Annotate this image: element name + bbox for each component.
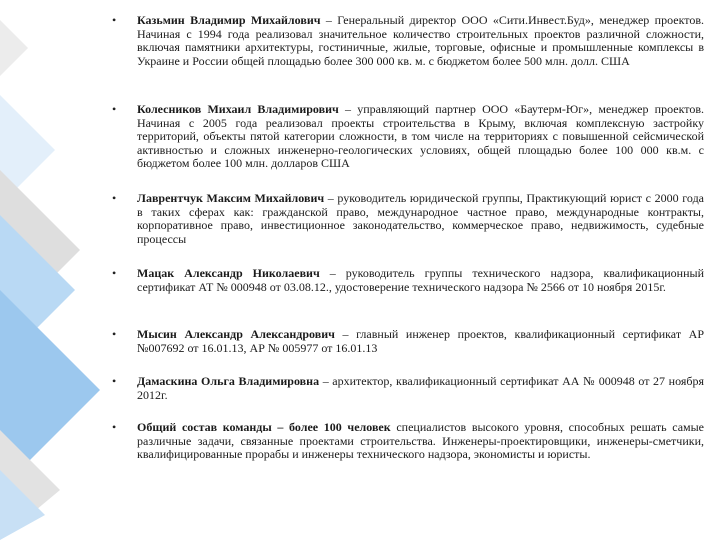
team-member-entry: [112, 103, 704, 171]
team-size: Общий состав команды – более 100 человек: [137, 420, 391, 434]
member-name: Лаврентчук Максим Михайлович: [137, 191, 325, 205]
team-member-entry: [112, 375, 704, 402]
member-name: Мысин Александр Александрович: [137, 327, 335, 341]
team-member-entry: [112, 267, 704, 294]
bullet: •: [112, 102, 117, 116]
member-description: – управляющий партнер ООО «Баутерм-Юг», менеджер проектов. Начиная с 2005 года реализовал проекты строительства в Крыму, включая комплексную застройку территорий, объекты пятой категории сложности, в том числе на территориях с повышенной сейсмической активностью и сложных инженерно-геологических условиях, общей площадью более 100 000 кв.м. с бюджетом более 100 млн. долларов США: [137, 102, 704, 171]
bullet: •: [112, 191, 117, 205]
team-description: специалистов высокого уровня, способных решать самые различные задачи, связанные проектами строительства. Инженеры-проектировщики, инженеры-сметчики, квалифицированные прорабы и инженеры технического надзора, экономисты и юристы.: [137, 420, 704, 462]
member-description: – архитектор, квалификационный сертификат АА № 000948 от 27 ноября 2012г.: [137, 374, 704, 402]
member-name: Казьмин Владимир Михайлович: [137, 13, 321, 27]
member-description: – главный инженер проектов, квалификационный сертификат АР №007692 от 16.01.13, АР № 005977 от 16.01.13: [137, 327, 705, 355]
member-description: – руководитель юридической группы, Практикующий юрист с 2000 года в таких сферах как: гражданской право, международное частное право, международные контракты, корпоративное право, инвестиционное законодательство, коммерческое право, недвижимость, судебные процессы: [137, 191, 704, 246]
team-member-entry: [112, 14, 704, 68]
bullet: •: [112, 13, 117, 27]
team-member-entry: [112, 192, 704, 246]
member-name: Дамаскина Ольга Владимировна: [137, 374, 320, 388]
deco-chevron-gray-top: [0, 20, 28, 76]
member-description: – Генеральный директор ООО «Сити.Инвест.Буд», менеджер проектов. Начиная с 1994 года реализовал значительное количество строительных проектов различной сложности, включая памятники архитектуры, гостиничные, жилые, торговые, офисные и промышленные комплексы в Украине и России общей площадью более 300 000 кв. м. с бюджетом более 500 млн. долл. США: [137, 13, 704, 68]
bullet: •: [112, 327, 117, 341]
team-summary-entry: [112, 421, 704, 462]
bullet: •: [112, 266, 117, 280]
member-name: Колесников Михаил Владимирович: [137, 102, 339, 116]
team-member-entry: [112, 328, 704, 355]
bullet: •: [112, 420, 117, 434]
bullet: •: [112, 374, 117, 388]
member-description: – руководитель группы технического надзора, квалификационный сертификат АТ № 000948 от 03.08.12., удостоверение технического надзора № 2566 от 10 ноября 2015г.: [137, 266, 704, 294]
member-name: Мацак Александр Николаевич: [137, 266, 320, 280]
decorative-sidebar: [0, 0, 100, 540]
